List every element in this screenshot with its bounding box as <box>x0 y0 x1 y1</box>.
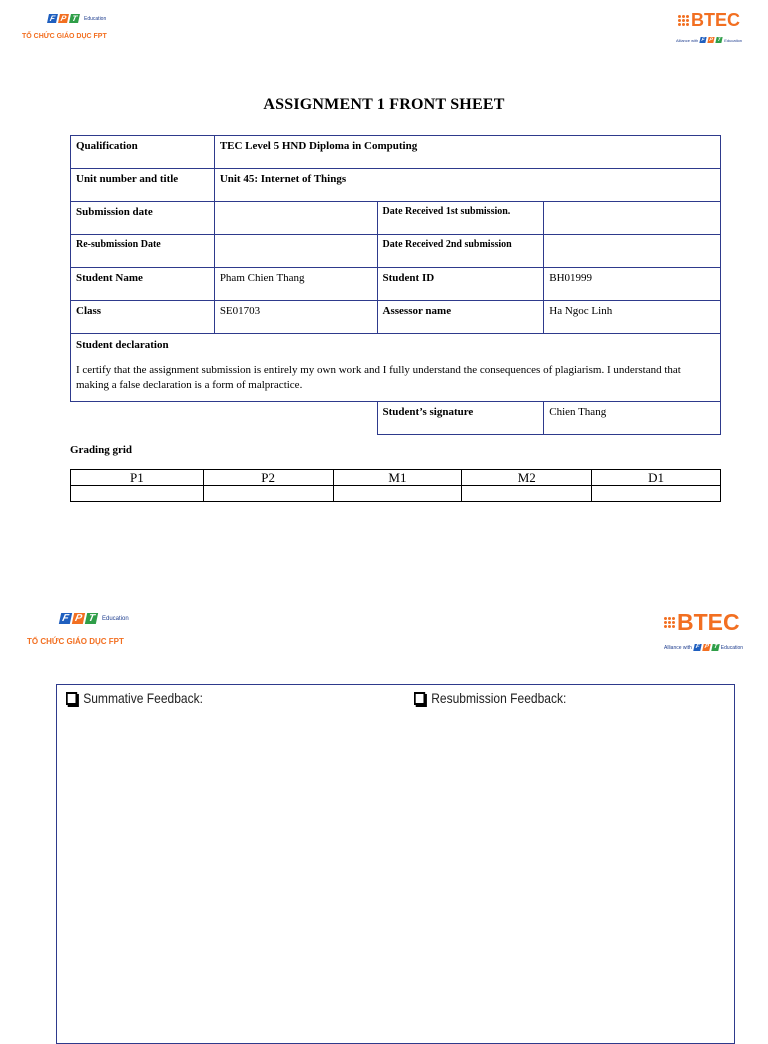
qualification-value: TEC Level 5 HND Diploma in Computing <box>214 136 720 169</box>
org-name: TỔ CHỨC GIÁO DỤC FPT <box>22 33 107 40</box>
summative-feedback-label: Summative Feedback: <box>83 690 203 706</box>
table-row <box>71 301 721 334</box>
grade-m1-header: M1 <box>333 470 462 486</box>
student-id-label: Student ID <box>377 268 544 301</box>
table-row <box>71 202 721 235</box>
summative-feedback-header <box>66 690 203 706</box>
declaration-cell <box>71 334 721 402</box>
unit-label: Unit number and title <box>71 169 215 202</box>
table-row <box>71 136 721 169</box>
page-title: ASSIGNMENT 1 FRONT SHEET <box>263 96 505 113</box>
alliance-fpt-f-2: F <box>694 644 700 650</box>
student-name-label: Student Name <box>71 268 215 301</box>
signature-label: Student’s signature <box>377 402 544 435</box>
alliance-fpt-t: T <box>717 37 722 43</box>
btec-label: BTEC <box>691 10 740 30</box>
signature-spacer <box>71 402 378 435</box>
alliance-line <box>676 37 742 43</box>
front-sheet-table <box>70 135 721 435</box>
class-value: SE01703 <box>214 301 377 334</box>
student-name-value: Pham Chien Thang <box>214 268 377 301</box>
fpt-education-logo-2 <box>60 613 129 624</box>
signature-value: Chien Thang <box>544 402 721 435</box>
date-received-1-value <box>544 202 721 235</box>
fpt-letter-p: P <box>59 14 68 23</box>
fpt-education-label: Education <box>84 15 107 22</box>
declaration-label: Student declaration <box>76 339 169 351</box>
fpt-letter-p-2: P <box>72 613 85 624</box>
grading-value-row <box>71 486 721 502</box>
alliance-text: Alliance with <box>676 37 699 43</box>
fpt-logo-mark-2 <box>60 613 129 624</box>
grade-p1-cell <box>71 486 204 502</box>
fpt-letter-t-2: T <box>85 613 98 624</box>
alliance-fpt-t-2: T <box>712 644 718 650</box>
resubmission-date-label: Re-submission Date <box>71 235 215 268</box>
grading-header-row <box>71 470 721 486</box>
grade-m2-cell <box>462 486 592 502</box>
resubmission-feedback-header <box>414 690 566 706</box>
alliance-education-2: Education <box>720 644 744 651</box>
resubmission-feedback-label: Resubmission Feedback: <box>431 690 567 706</box>
assessor-value: Ha Ngoc Linh <box>544 301 721 334</box>
fpt-education-logo <box>48 14 106 23</box>
fpt-letter-f: F <box>47 14 58 23</box>
submission-date-value <box>214 202 377 235</box>
alliance-fpt-p-2: P <box>703 644 710 650</box>
assessor-label: Assessor name <box>377 301 544 334</box>
resubmission-checkbox-icon[interactable] <box>414 692 425 705</box>
submission-date-label: Submission date <box>71 202 215 235</box>
btec-dots-icon-2 <box>664 617 675 628</box>
grade-d1-cell <box>592 486 721 502</box>
summative-checkbox-icon[interactable] <box>66 692 77 705</box>
btec-logo <box>678 10 740 31</box>
unit-value: Unit 45: Internet of Things <box>214 169 720 202</box>
student-id-value: BH01999 <box>544 268 721 301</box>
table-row <box>71 268 721 301</box>
signature-row <box>71 402 721 435</box>
grade-m2-header: M2 <box>462 470 592 486</box>
grade-p1-header: P1 <box>71 470 204 486</box>
btec-label-2: BTEC <box>677 609 740 635</box>
alliance-fpt-f: F <box>701 37 706 43</box>
date-received-2-value <box>544 235 721 268</box>
fpt-logo-mark <box>48 14 106 23</box>
date-received-1-label: Date Received 1st submission. <box>377 202 544 235</box>
grading-grid-label: Grading grid <box>70 444 133 456</box>
qualification-label: Qualification <box>71 136 215 169</box>
table-row <box>71 169 721 202</box>
grading-grid <box>70 469 721 502</box>
class-label: Class <box>71 301 215 334</box>
alliance-education: Education <box>724 37 743 43</box>
alliance-text-2: Alliance with <box>664 644 692 651</box>
grade-d1-header: D1 <box>592 470 721 486</box>
resubmission-date-value <box>214 235 377 268</box>
fpt-letter-t: T <box>69 14 80 23</box>
declaration-row <box>71 334 721 402</box>
org-name-2: TỔ CHỨC GIÁO DỤC FPT <box>27 637 124 646</box>
grade-p2-header: P2 <box>203 470 333 486</box>
alliance-line-2 <box>664 644 743 651</box>
btec-logo-2 <box>664 609 740 636</box>
grade-m1-cell <box>333 486 462 502</box>
feedback-box <box>56 684 735 1044</box>
fpt-letter-f-2: F <box>59 613 72 624</box>
grade-p2-cell <box>203 486 333 502</box>
table-row <box>71 235 721 268</box>
fpt-education-label-2: Education <box>102 615 129 622</box>
declaration-text: I certify that the assignment submission is entirely my own work and I fully understand the consequences of plagiarism. I understand that making a false declaration is a form of malpractice. <box>76 364 681 391</box>
btec-dots-icon <box>678 15 689 26</box>
alliance-fpt-p: P <box>708 37 714 43</box>
date-received-2-label: Date Received 2nd submission <box>377 235 544 268</box>
